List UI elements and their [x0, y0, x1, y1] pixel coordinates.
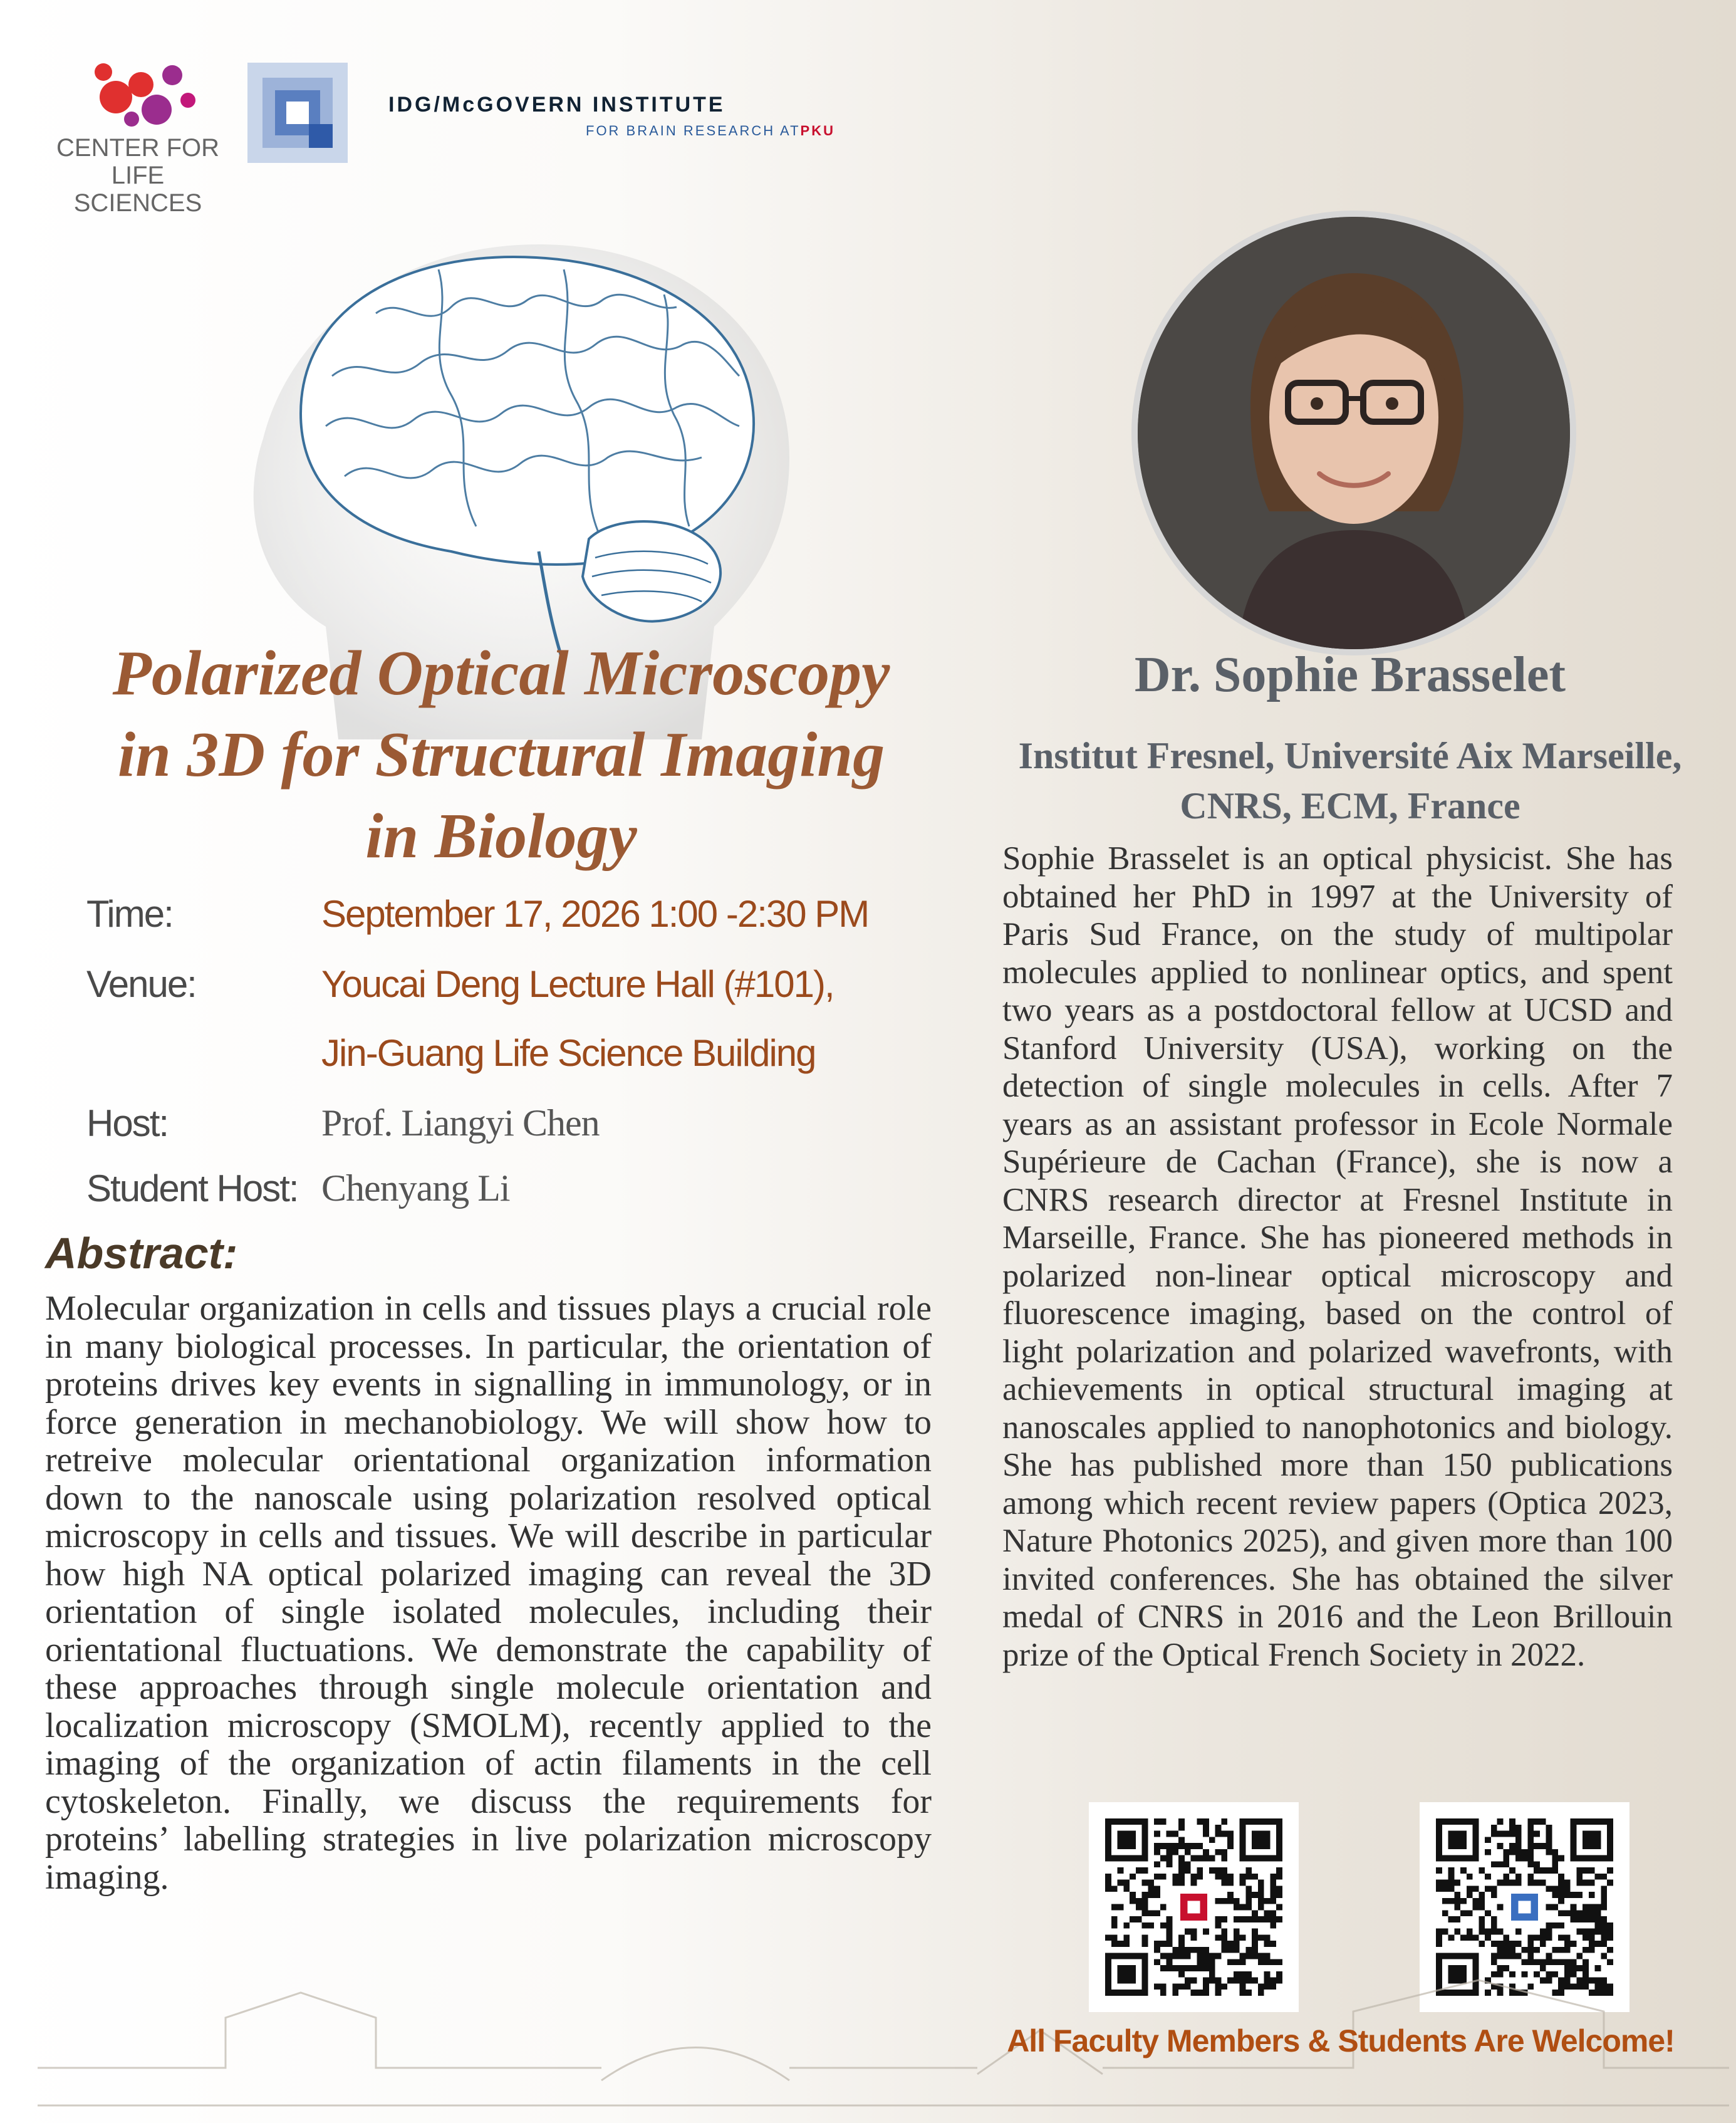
venue-label: Venue: — [86, 963, 196, 1005]
time-value: September 17, 2026 1:00 -2:30 PM — [321, 893, 869, 935]
pku-label: PKU — [800, 123, 835, 138]
time-label: Time: — [86, 893, 173, 935]
institute-name: IDG/McGOVERN INSTITUTE — [388, 93, 725, 117]
venue-line-2: Jin-Guang Life Science Building — [321, 1032, 816, 1074]
institute-subtitle: FOR BRAIN RESEARCH ATPKU — [586, 123, 835, 138]
abstract-heading: Abstract: — [45, 1229, 238, 1278]
speaker-affiliation: Institut Fresnel, Université Aix Marseille, CNRS, ECM, France — [1018, 735, 1682, 827]
venue-line-1: Youcai Deng Lecture Hall (#101), — [321, 963, 834, 1005]
student-host-value: Chenyang Li — [321, 1167, 510, 1209]
host-value: Prof. Liangyi Chen — [321, 1102, 600, 1144]
speaker-bio: Sophie Brasselet is an optical physicist. She has obtained her PhD in 1997 at the University of Paris Sud France, on the study of multipolar molecules applied to nonlinear optics, and spent two years as a postdoctoral fellow at UCSD and Stanford University (USA), working on the detection of single molecules in cells. After 7 years as an assistant professor in Ecole Normale Supérieure de Cachan (France), she is now a CNRS research director at Fresnel Institute in Marseille, France. She has pioneered methods in polarized non-linear optical microscopy and fluorescence imaging, based on the control of light polarization and polarized wavefronts, with achievements in optical structural imaging at nanoscales applied to nanophotonics and biology. She has published more than 150 publications among which recent review papers (Optica 2023, Nature Photonics 2025), and given more than 100 invited conferences. She has obtained the silver medal of CNRS in 2016 and the Leon Brillouin prize of the Optical French Society in 2022. — [1002, 840, 1673, 1673]
speaker-photo — [1131, 211, 1576, 655]
talk-title: Polarized Optical Microscopy in 3D for Structural Imaging in Biology — [112, 638, 890, 872]
welcome-message: All Faculty Members & Students Are Welcome! — [1007, 2023, 1675, 2058]
host-label: Host: — [86, 1102, 169, 1144]
speaker-portrait-icon — [1138, 217, 1570, 649]
speaker-name: Dr. Sophie Brasselet — [1134, 647, 1566, 702]
student-host-label: Student Host: — [86, 1167, 298, 1209]
center-for-life-sciences-text: CENTER FOR LIFE SCIENCES — [56, 134, 219, 217]
mcgovern-institute-logo — [247, 63, 348, 163]
abstract-text: Molecular organization in cells and tissues plays a crucial role in many biological processes. In particular, the orientation of proteins drives key events in signalling in immunology, or in force generation in mechanobiology. We will show how to retreive molecular orientational organization information down to the nanoscale using polarization resolved optical microscopy in cells and tissues. We will describe in particular how high NA optical polarized imaging can reveal the 3D orientation of single isolated molecules, including their orientational fluctuations. We demonstrate the capability of these approaches through single molecule orientation and localization microscopy (SMOLM), recently applied to the imaging of the organization of actin filaments in the cell cytoskeleton. Finally, we discuss the requirements for proteins’ labelling strategies in live polarization microscopy imaging. — [45, 1289, 932, 1897]
